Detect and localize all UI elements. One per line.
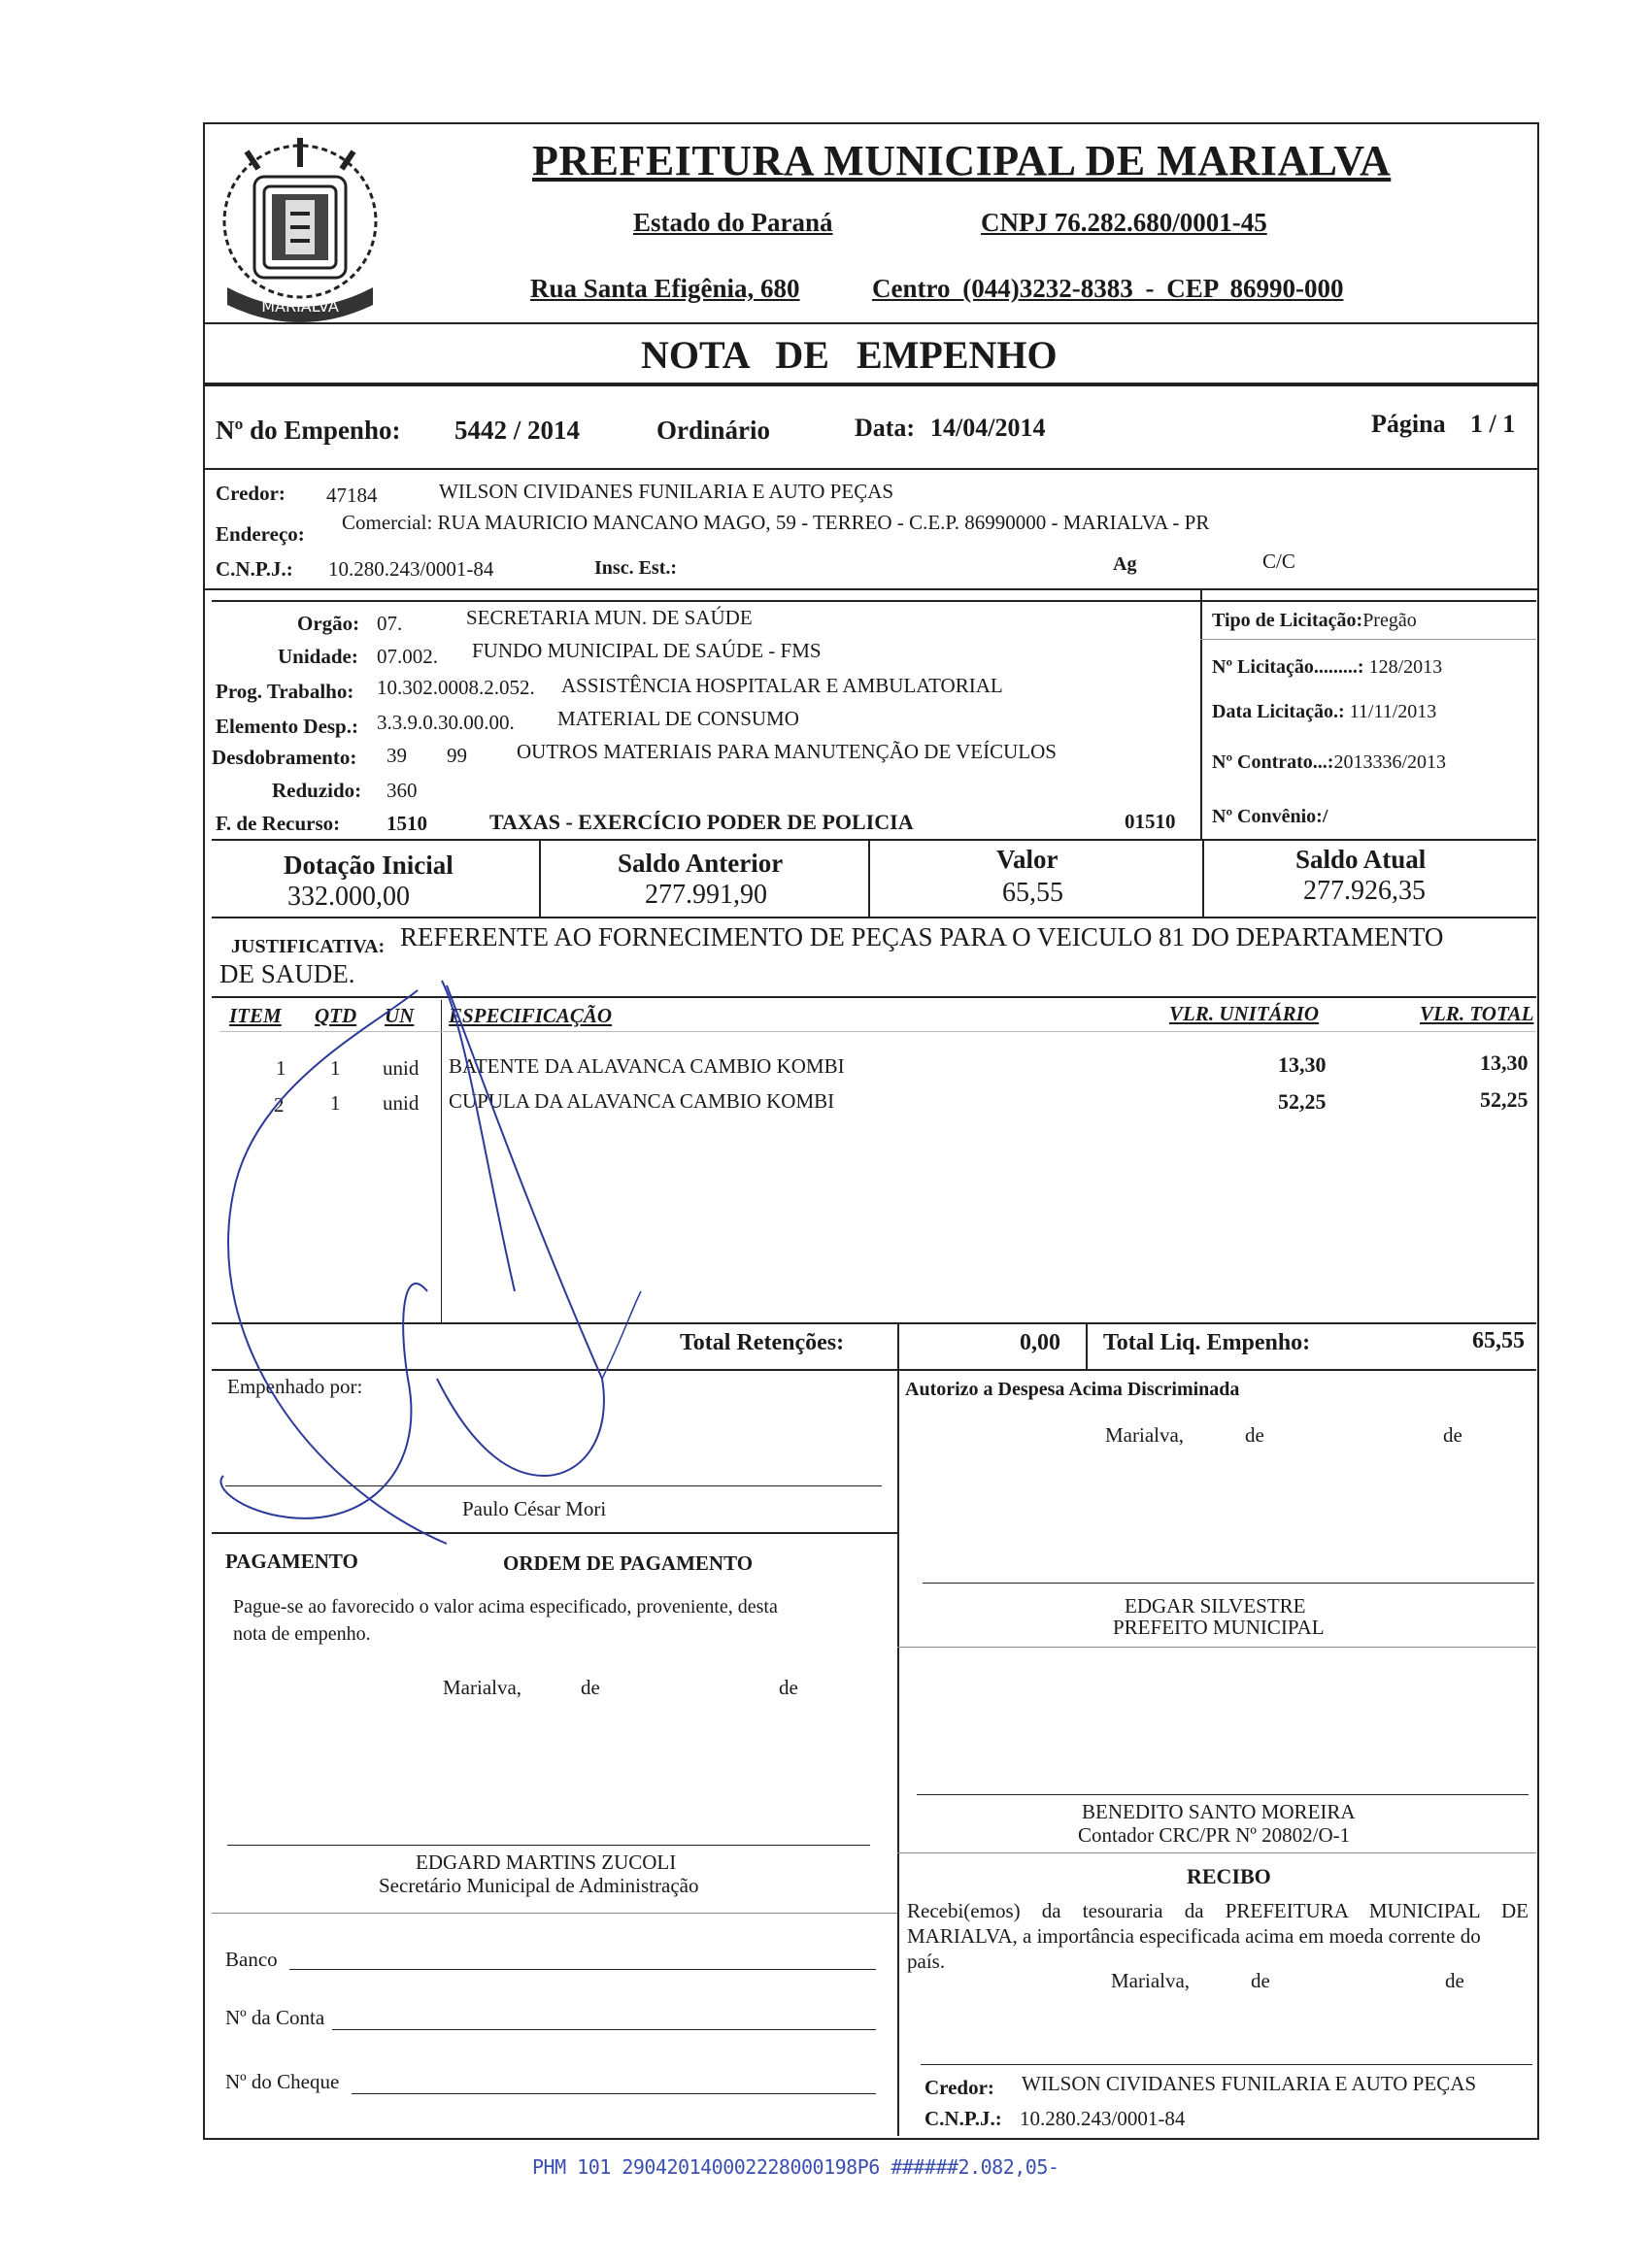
recibo-de1: de bbox=[1251, 1969, 1270, 1992]
empenho-date: 14/04/2014 bbox=[930, 414, 1046, 442]
saldo-anterior-value: 277.991,90 bbox=[645, 880, 767, 910]
reduzido-label: Reduzido: bbox=[272, 779, 362, 802]
liq-empenho-value: 65,55 bbox=[1472, 1328, 1525, 1353]
col-un: UN bbox=[385, 1004, 415, 1027]
insc-label: Insc. Est.: bbox=[594, 557, 678, 579]
empenho-number-label: Nº do Empenho: bbox=[216, 416, 401, 445]
empenho-type: Ordinário bbox=[656, 416, 771, 445]
prefeito-role: PREFEITO MUNICIPAL bbox=[1113, 1616, 1325, 1639]
item-spec: CUPULA DA ALAVANCA CAMBIO KOMBI bbox=[449, 1089, 835, 1113]
valor-value: 65,55 bbox=[1002, 878, 1063, 908]
address-label: Endereço: bbox=[216, 522, 305, 546]
recibo-de2: de bbox=[1445, 1969, 1464, 1992]
retencoes-value: 0,00 bbox=[1020, 1330, 1060, 1355]
justificativa-line2: DE SAUDE. bbox=[219, 959, 355, 988]
cheque-field[interactable] bbox=[352, 2093, 876, 2094]
secretario-role: Secretário Municipal de Administração bbox=[379, 1874, 699, 1897]
conta-field[interactable] bbox=[332, 2029, 876, 2030]
unidade-label: Unidade: bbox=[278, 645, 358, 668]
saldo-anterior-label: Saldo Anterior bbox=[618, 849, 784, 878]
empenho-date-label: Data: bbox=[855, 414, 916, 442]
seal-banner-text: MARIALVA bbox=[261, 297, 339, 316]
item-number: 2 bbox=[274, 1093, 285, 1117]
recibo-line3: país. bbox=[907, 1950, 946, 1973]
item-qtd: 1 bbox=[330, 1056, 341, 1080]
justificativa-line1: REFERENTE AO FORNECIMENTO DE PEÇAS PARA O VEICULO 81 DO DEPARTAMENTO bbox=[400, 922, 1444, 951]
tipo-licitacao-label: Tipo de Licitação:Pregão bbox=[1212, 610, 1417, 631]
elemento-code: 3.3.9.0.30.00.00. bbox=[377, 711, 515, 734]
item-total-value: 52,25 bbox=[1480, 1087, 1529, 1112]
col-qtd: QTD bbox=[315, 1004, 357, 1027]
conta-label: Nº da Conta bbox=[225, 2006, 325, 2029]
autorizo-de2: de bbox=[1443, 1423, 1462, 1447]
item-unit-value: 13,30 bbox=[1278, 1052, 1327, 1077]
cc-label: C/C bbox=[1262, 550, 1295, 573]
autorizo-label: Autorizo a Despesa Acima Discriminada bbox=[905, 1379, 1240, 1400]
header-state: Estado do Paraná bbox=[633, 208, 833, 237]
credor-cnpj: 10.280.243/0001-84 bbox=[328, 557, 494, 581]
recibo-cnpj-label: C.N.P.J.: bbox=[924, 2107, 1002, 2130]
pagamento-text1: Pague-se ao favorecido o valor acima especificado, proveniente, desta bbox=[233, 1596, 778, 1618]
cnpj-label: C.N.P.J.: bbox=[216, 557, 293, 581]
footer-code: PHM 101 290420140002228000198P6 ######2.082,05- bbox=[532, 2155, 1059, 2179]
dotacao-value: 332.000,00 bbox=[287, 882, 410, 912]
pagamento-place: Marialva, bbox=[443, 1676, 522, 1699]
recurso-label: F. de Recurso: bbox=[216, 812, 341, 835]
page-label: Página bbox=[1371, 410, 1446, 438]
contrato-label: Nº Contrato...:2013336/2013 bbox=[1212, 751, 1447, 773]
prefeito-name: EDGAR SILVESTRE bbox=[1125, 1594, 1306, 1618]
credor-name: WILSON CIVIDANES FUNILARIA E AUTO PEÇAS bbox=[439, 480, 894, 503]
pagamento-de1: de bbox=[581, 1676, 600, 1699]
credor-label: Credor: bbox=[216, 482, 286, 505]
page-number: 1 / 1 bbox=[1470, 410, 1516, 438]
pagamento-label: PAGAMENTO bbox=[225, 1550, 358, 1573]
recurso-code: 1510 bbox=[387, 812, 427, 835]
saldo-atual-label: Saldo Atual bbox=[1295, 845, 1427, 874]
contador-role: Contador CRC/PR Nº 20802/O-1 bbox=[1078, 1823, 1351, 1847]
elemento-label: Elemento Desp.: bbox=[216, 715, 358, 738]
secretario-name: EDGARD MARTINS ZUCOLI bbox=[416, 1851, 677, 1874]
col-item: ITEM bbox=[229, 1004, 282, 1027]
desdobramento-label: Desdobramento: bbox=[212, 746, 357, 769]
pagamento-text2: nota de empenho. bbox=[233, 1623, 371, 1645]
prog-code: 10.302.0008.2.052. bbox=[377, 676, 535, 699]
elemento-desc: MATERIAL DE CONSUMO bbox=[557, 707, 799, 730]
contador-name: BENEDITO SANTO MOREIRA bbox=[1082, 1800, 1356, 1823]
municipal-seal bbox=[208, 132, 392, 336]
reduzido-value: 360 bbox=[387, 779, 418, 802]
data-licitacao-label: Data Licitação.: 11/11/2013 bbox=[1212, 701, 1437, 722]
item-total-value: 13,30 bbox=[1480, 1051, 1529, 1075]
recurso-desc: TAXAS - EXERCÍCIO PODER DE POLICIA bbox=[489, 810, 914, 834]
header-address-street: Rua Santa Efigênia, 680 bbox=[530, 274, 800, 303]
autorizo-de1: de bbox=[1245, 1423, 1264, 1447]
dotacao-label: Dotação Inicial bbox=[284, 850, 454, 880]
prog-desc: ASSISTÊNCIA HOSPITALAR E AMBULATORIAL bbox=[561, 674, 1003, 697]
num-licitacao-label: Nº Licitação.........: 128/2013 bbox=[1212, 656, 1443, 678]
desdobramento-code1: 39 bbox=[387, 744, 407, 767]
item-spec: BATENTE DA ALAVANCA CAMBIO KOMBI bbox=[449, 1054, 845, 1078]
orgao-code: 07. bbox=[377, 612, 403, 635]
item-qtd: 1 bbox=[330, 1091, 341, 1115]
retencoes-label: Total Retenções: bbox=[680, 1330, 845, 1355]
recurso-code2: 01510 bbox=[1125, 810, 1176, 833]
desdobramento-desc: OUTROS MATERIAIS PARA MANUTENÇÃO DE VEÍCULOS bbox=[517, 740, 1057, 763]
convenio-label: Nº Convênio:/ bbox=[1212, 806, 1328, 827]
recibo-line2: MARIALVA, a importância especificada acima em moeda corrente do bbox=[907, 1924, 1481, 1948]
valor-label: Valor bbox=[996, 845, 1059, 874]
ordem-pagamento-title: ORDEM DE PAGAMENTO bbox=[503, 1551, 754, 1575]
contador-signature-line bbox=[917, 1794, 1529, 1795]
credor-address: Comercial: RUA MAURICIO MANCANO MAGO, 59 - TERREO - C.E.P. 86990000 - MARIALVA - PR bbox=[342, 511, 1210, 534]
item-unit-value: 52,25 bbox=[1278, 1089, 1327, 1114]
unidade-desc: FUNDO MUNICIPAL DE SAÚDE - FMS bbox=[472, 639, 822, 662]
pagamento-de2: de bbox=[779, 1676, 798, 1699]
banco-field[interactable] bbox=[289, 1969, 876, 1970]
desdobramento-code2: 99 bbox=[447, 744, 467, 767]
saldo-atual-value: 277.926,35 bbox=[1303, 876, 1426, 906]
recibo-cnpj: 10.280.243/0001-84 bbox=[1020, 2107, 1186, 2130]
recibo-title: RECIBO bbox=[1187, 1864, 1271, 1888]
empenhado-name: Paulo César Mori bbox=[462, 1497, 607, 1520]
empenhado-label: Empenhado por: bbox=[227, 1375, 363, 1398]
item-un: unid bbox=[383, 1091, 420, 1115]
header-address-rest: Centro (044)3232-8383 - CEP 86990-000 bbox=[872, 274, 1344, 303]
orgao-desc: SECRETARIA MUN. DE SAÚDE bbox=[466, 606, 753, 629]
handwritten-signature bbox=[194, 971, 699, 1553]
secretario-signature-line bbox=[227, 1845, 870, 1846]
doc-title: NOTA DE EMPENHO bbox=[641, 333, 1058, 377]
empenho-number: 5442 / 2014 bbox=[454, 416, 581, 445]
justificativa-label: JUSTIFICATIVA: bbox=[231, 936, 386, 957]
cheque-label: Nº do Cheque bbox=[225, 2070, 340, 2093]
recibo-signature-line bbox=[921, 2064, 1532, 2065]
recibo-credor: WILSON CIVIDANES FUNILARIA E AUTO PEÇAS bbox=[1022, 2072, 1477, 2095]
ag-label: Ag bbox=[1113, 553, 1137, 575]
autorizo-place: Marialva, bbox=[1105, 1423, 1185, 1447]
col-spec: ESPECIFICAÇÃO bbox=[449, 1004, 613, 1027]
recibo-line1: Recebi(emos) da tesouraria da PREFEITURA MUNICIPAL DE bbox=[907, 1899, 1529, 1922]
prefeito-signature-line bbox=[923, 1583, 1534, 1584]
liq-empenho-label: Total Liq. Empenho: bbox=[1103, 1330, 1311, 1355]
orgao-label: Orgão: bbox=[297, 612, 360, 635]
prog-label: Prog. Trabalho: bbox=[216, 680, 354, 703]
col-unit: VLR. UNITÁRIO bbox=[1169, 1002, 1320, 1025]
credor-code: 47184 bbox=[326, 484, 378, 507]
banco-label: Banco bbox=[225, 1948, 278, 1971]
recibo-credor-label: Credor: bbox=[924, 2076, 994, 2099]
recibo-place: Marialva, bbox=[1111, 1969, 1191, 1992]
unidade-code: 07.002. bbox=[377, 645, 438, 668]
item-un: unid bbox=[383, 1056, 420, 1080]
header-cnpj: CNPJ 76.282.680/0001-45 bbox=[981, 208, 1267, 237]
item-number: 1 bbox=[276, 1056, 286, 1080]
header-title: PREFEITURA MUNICIPAL DE MARIALVA bbox=[532, 137, 1392, 184]
col-total: VLR. TOTAL bbox=[1420, 1002, 1534, 1025]
